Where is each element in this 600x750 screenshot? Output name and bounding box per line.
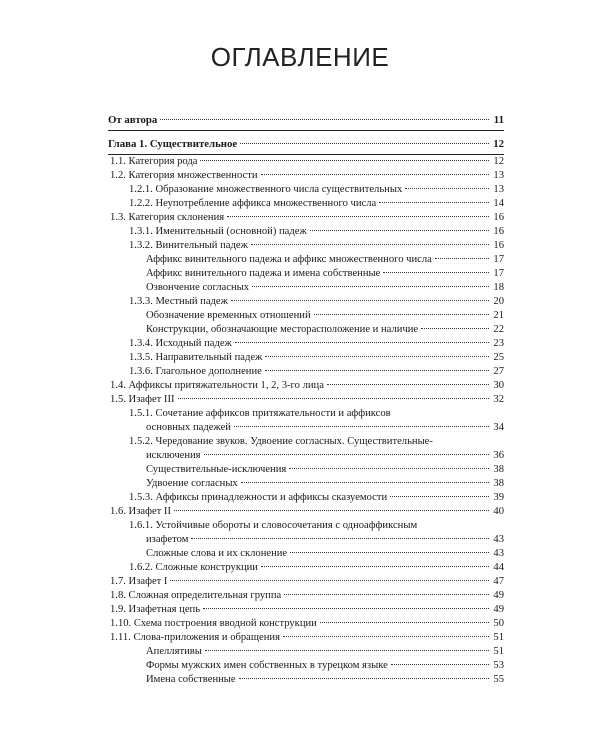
toc-entry-text: Сложные слова и их склонение <box>146 548 288 559</box>
toc-entry[interactable] <box>110 575 504 589</box>
toc-entry-text: Аффикс винительного падежа и аффикс множественного числа <box>146 254 432 265</box>
toc-entry-text: 1.2.2. Неупотребление аффикса множественного числа <box>129 198 377 209</box>
toc-page-number: 43 <box>493 534 504 545</box>
toc-entry[interactable] <box>129 295 504 309</box>
section-rule <box>108 130 504 131</box>
toc-page-number: 14 <box>493 198 504 209</box>
toc-entry-text: Формы мужских имен собственных в турецком языке <box>146 660 388 671</box>
toc-entry[interactable] <box>129 225 504 239</box>
toc-entry[interactable] <box>129 239 504 253</box>
dot-leader <box>227 216 489 217</box>
dot-leader <box>251 244 489 245</box>
toc-entry[interactable] <box>146 449 504 463</box>
dot-leader <box>178 398 489 399</box>
toc-page-number: 39 <box>493 492 504 503</box>
toc-page-number: 22 <box>493 324 504 335</box>
toc-page-number: 30 <box>493 380 504 391</box>
toc-page-number: 20 <box>493 296 504 307</box>
toc-page-number: 38 <box>493 464 504 475</box>
dot-leader <box>310 230 489 231</box>
toc-page-number: 55 <box>493 674 504 685</box>
toc-entry[interactable] <box>146 309 504 323</box>
dot-leader <box>327 384 489 385</box>
toc-page-number: 34 <box>493 422 504 433</box>
toc-page-number: 17 <box>493 268 504 279</box>
toc-page-number: 53 <box>493 660 504 671</box>
toc-entry-continuation: исключения <box>146 450 201 461</box>
toc-entry-text: 1.3.5. Направительный падеж <box>129 352 263 363</box>
dot-leader <box>405 188 489 189</box>
toc-entry[interactable] <box>146 253 504 267</box>
toc-entry-text: 1.11. Слова-приложения и обращения <box>110 632 280 643</box>
toc-page-number: 49 <box>493 590 504 601</box>
toc-entry[interactable] <box>110 631 504 645</box>
dot-leader <box>234 426 489 427</box>
toc-entry[interactable] <box>146 421 504 435</box>
dot-leader <box>435 258 489 259</box>
toc-entry[interactable] <box>110 155 504 169</box>
toc-entry-text: Глава 1. Существительное <box>108 138 238 150</box>
dot-leader <box>421 328 489 329</box>
toc-page-number: 47 <box>493 576 504 587</box>
toc-page-number: 18 <box>493 282 504 293</box>
toc-entry[interactable] <box>108 137 504 151</box>
toc-entry[interactable] <box>110 393 504 407</box>
toc-page-number: 13 <box>493 184 504 195</box>
toc-entry[interactable] <box>146 547 504 561</box>
toc-entry[interactable] <box>129 365 504 379</box>
toc-page-number: 12 <box>493 156 504 167</box>
dot-leader <box>252 286 489 287</box>
dot-leader <box>191 538 489 539</box>
toc-entry[interactable] <box>110 505 504 519</box>
dot-leader <box>204 454 489 455</box>
toc-entry-text: 1.9. Изафетная цепь <box>110 604 201 615</box>
dot-leader <box>261 174 489 175</box>
dot-leader <box>170 580 489 581</box>
toc-entry[interactable] <box>146 659 504 673</box>
toc-page-number: 44 <box>493 562 504 573</box>
dot-leader <box>265 370 489 371</box>
toc-entry-text: 1.5. Изафет III <box>110 394 175 405</box>
dot-leader <box>160 119 489 120</box>
toc-entry-text: 1.6. Изафет II <box>110 506 171 517</box>
toc-entry[interactable] <box>110 589 504 603</box>
toc-page-number: 51 <box>493 632 504 643</box>
toc-entry[interactable] <box>108 113 504 127</box>
toc-entry[interactable] <box>110 211 504 225</box>
toc-entry-text: 1.3.1. Именительный (основной) падеж <box>129 226 307 237</box>
toc-entry[interactable] <box>146 477 504 491</box>
toc-entry-text: 1.6.1. Устойчивые обороты и словосочетания с одноаффиксным <box>129 520 418 531</box>
toc-entry-continuation: основных падежей <box>146 422 231 433</box>
toc-entry-text: Апеллятивы <box>146 646 202 657</box>
toc-entry[interactable] <box>146 267 504 281</box>
toc-page-number: 21 <box>493 310 504 321</box>
toc-page-number: 11 <box>493 114 504 126</box>
toc-entry-text: От автора <box>108 114 158 126</box>
toc-entry[interactable] <box>110 379 504 393</box>
toc-entry[interactable] <box>146 323 504 337</box>
toc-page-number: 16 <box>493 226 504 237</box>
toc-page-number: 38 <box>493 478 504 489</box>
toc-page-number: 51 <box>493 646 504 657</box>
toc-entry-text: 1.1. Категория рода <box>110 156 198 167</box>
toc-entry-text: 1.7. Изафет I <box>110 576 168 587</box>
toc-page-number: 43 <box>493 548 504 559</box>
toc-entry-text: 1.10. Схема построения вводной конструкции <box>110 618 317 629</box>
toc-entry-text: Существительные-исключения <box>146 464 287 475</box>
toc-entry[interactable] <box>146 645 504 659</box>
toc-entry-text: Удвоение согласных <box>146 478 238 489</box>
toc-entry-text: Аффикс винительного падежа и имена собственные <box>146 268 381 279</box>
toc-entry-text: 1.2.1. Образование множественного числа существительных <box>129 184 403 195</box>
dot-leader <box>314 314 489 315</box>
dot-leader <box>205 650 489 651</box>
dot-leader <box>241 482 489 483</box>
toc-entry-text: Озвончение согласных <box>146 282 250 293</box>
toc-page-number: 49 <box>493 604 504 615</box>
dot-leader <box>203 608 489 609</box>
toc-entry-continuation: изафетом <box>146 534 189 545</box>
toc-entry[interactable] <box>129 561 504 575</box>
toc-entry-text: Имена собственные <box>146 674 236 685</box>
dot-leader <box>289 468 489 469</box>
toc-entry[interactable] <box>110 169 504 183</box>
dot-leader <box>235 342 489 343</box>
toc-entry-text: 1.3.6. Глагольное дополнение <box>129 366 262 377</box>
toc-entry-text: 1.5.2. Чередование звуков. Удвоение согласных. Существительные- <box>129 436 433 447</box>
toc-entry-text: Обозначение временных отношений <box>146 310 311 321</box>
toc-entry[interactable] <box>146 673 504 687</box>
toc-entry[interactable] <box>146 281 504 295</box>
dot-leader <box>261 566 489 567</box>
toc-page-number: 13 <box>493 170 504 181</box>
toc-page-number: 25 <box>493 352 504 363</box>
toc-page-number: 23 <box>493 338 504 349</box>
dot-leader <box>240 143 489 144</box>
toc-entry[interactable] <box>129 491 504 505</box>
toc-entry[interactable] <box>129 351 504 365</box>
toc-page-number: 16 <box>493 212 504 223</box>
toc-entry-text: 1.6.2. Сложные конструкции <box>129 562 258 573</box>
toc-page-number: 27 <box>493 366 504 377</box>
dot-leader <box>290 552 489 553</box>
toc-page-number: 32 <box>493 394 504 405</box>
toc-entry-text: 1.3.2. Винительный падеж <box>129 240 248 251</box>
dot-leader <box>320 622 489 623</box>
toc-entry-text: 1.8. Сложная определительная группа <box>110 590 282 601</box>
toc-entry-text: Конструкции, обозначающие месторасположение и наличие <box>146 324 419 335</box>
toc-page-number: 16 <box>493 240 504 251</box>
toc-entry[interactable] <box>110 603 504 617</box>
toc-entry-text: 1.3. Категория склонения <box>110 212 225 223</box>
toc-entry-text: 1.3.4. Исходный падеж <box>129 338 232 349</box>
toc-entry[interactable] <box>146 533 504 547</box>
dot-leader <box>391 664 489 665</box>
toc-page-number: 40 <box>493 506 504 517</box>
toc-entry-text: 1.5.1. Сочетание аффиксов притяжательности и аффиксов <box>129 408 391 419</box>
dot-leader <box>174 510 489 511</box>
toc-page-number: 50 <box>493 618 504 629</box>
dot-leader <box>284 594 489 595</box>
toc-page-number: 17 <box>493 254 504 265</box>
toc-entry-text: 1.4. Аффиксы притяжательности 1, 2, 3-го лица <box>110 380 324 391</box>
dot-leader <box>265 356 489 357</box>
dot-leader <box>283 636 489 637</box>
toc-entry[interactable] <box>129 183 504 197</box>
toc-entry-text: 1.2. Категория множественности <box>110 170 258 181</box>
toc-entry[interactable] <box>129 197 504 211</box>
dot-leader <box>379 202 489 203</box>
dot-leader <box>239 678 489 679</box>
toc-entry[interactable] <box>129 337 504 351</box>
toc-entry-text: 1.3.3. Местный падеж <box>129 296 228 307</box>
toc-entry-text: 1.5.3. Аффиксы принадлежности и аффиксы сказуемости <box>129 492 388 503</box>
dot-leader <box>200 160 489 161</box>
toc-page-number: 12 <box>493 138 504 150</box>
toc-entry[interactable] <box>110 617 504 631</box>
toc-page-number: 36 <box>493 450 504 461</box>
toc-entry[interactable] <box>146 463 504 477</box>
dot-leader <box>390 496 489 497</box>
dot-leader <box>383 272 489 273</box>
page-title: ОГЛАВЛЕНИЕ <box>210 42 390 72</box>
dot-leader <box>231 300 489 301</box>
